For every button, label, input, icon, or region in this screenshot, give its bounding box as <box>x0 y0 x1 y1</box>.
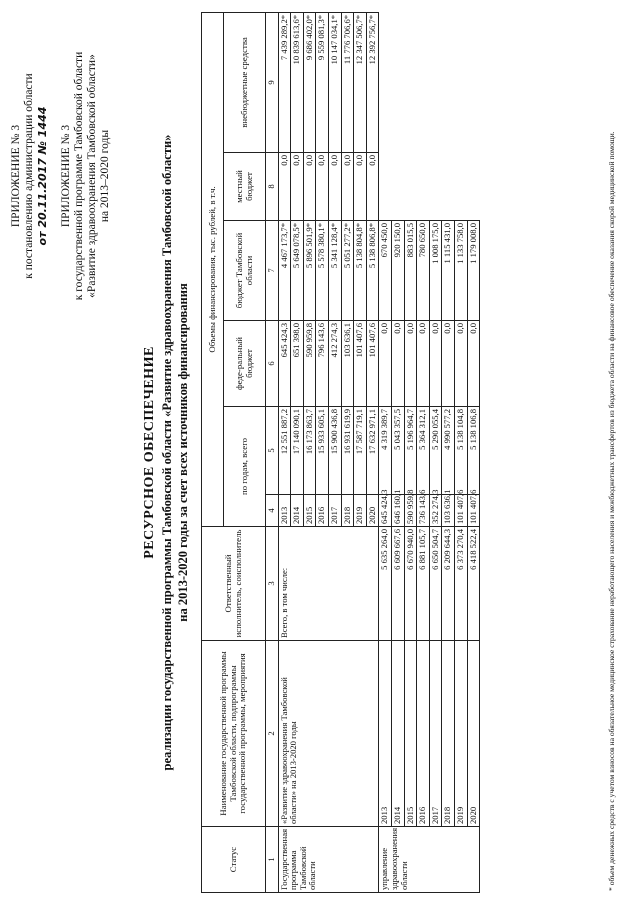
regional-cell: 5 364 312,1 <box>417 407 430 495</box>
header-regional: бюджет Тамбовской области <box>224 221 266 321</box>
federal-cell: 646 160,1 <box>391 495 404 527</box>
decree-header <box>10 11 49 341</box>
total-cell: 6 650 504,7 <box>429 527 442 641</box>
offbudget-cell: 670 450,0 <box>379 221 392 321</box>
executor-cell: управление здравоохранения области <box>379 827 480 893</box>
year-cell: 2019 <box>354 495 367 527</box>
group-total <box>278 12 379 892</box>
total-cell: 6 881 105,7 <box>417 527 430 641</box>
local-cell: 0,0 <box>404 321 417 407</box>
header-volumes: Объемы финансирования, тыс. рублей, в т.ч. <box>202 12 224 526</box>
local-cell: 0,0 <box>391 321 404 407</box>
federal-cell: 590 959,8 <box>303 321 316 407</box>
offbudget-cell: 7 439 289,2* <box>278 12 291 152</box>
total-cell: 5 635 264,0 <box>379 527 392 641</box>
footnote: * объем денежных средств с учетом взносов на обязательное медицинское страхование неработающего населения и межбюджетных трансфертов из бюджета области на финансовое обеспечение оказания скорой медицинской помощи. <box>607 131 616 891</box>
local-cell: 0,0 <box>354 153 367 221</box>
table-row <box>442 12 455 892</box>
year-cell: 2014 <box>391 641 404 827</box>
handwritten-date: от 20.11.2017 № 1444 <box>36 106 49 246</box>
regional-cell: 5 043 357,5 <box>391 407 404 495</box>
offbudget-cell: 12 347 506,7* <box>354 12 367 152</box>
header-executor: Ответственный исполнитель, соисполнитель <box>202 527 266 641</box>
document-subtitle-1: реализации государственной программы Тамбовской области «Развитие здравоохранения Тамбовской области» <box>160 134 174 771</box>
appendix-title-2: ПРИЛОЖЕНИЕ № 3 <box>60 124 72 228</box>
table-row <box>417 12 430 892</box>
total-cell: 6 373 270,4 <box>454 527 467 641</box>
header-name: Наименование государственной программы Тамбовской области, подпрограммы государственной программы, мероприятия <box>202 641 266 827</box>
document-subtitle-2: на 2013-2020 годы за счет всех источников финансирования <box>176 283 190 622</box>
regional-cell: 5 896 501,9* <box>303 221 316 321</box>
federal-cell: 103 636,1 <box>341 321 354 407</box>
year-cell: 2015 <box>404 641 417 827</box>
local-cell: 0,0 <box>328 153 341 221</box>
total-cell: 12 551 887,2 <box>278 407 291 495</box>
table-row <box>429 12 442 892</box>
year-cell: 2013 <box>278 495 291 527</box>
col-number: 6 <box>266 321 279 407</box>
local-cell: 0,0 <box>303 153 316 221</box>
regional-cell: 5 138 104,8 <box>454 407 467 495</box>
total-cell: 6 609 667,6 <box>391 527 404 641</box>
col-number: 3 <box>266 527 279 641</box>
year-cell: 2020 <box>366 495 379 527</box>
header-by-years: по годам, всего <box>224 407 266 527</box>
document-title: РЕСУРСНОЕ ОБЕСПЕЧЕНИЕ <box>142 346 157 559</box>
appendix-title: ПРИЛОЖЕНИЕ № 3 <box>10 124 22 228</box>
offbudget-cell: 9 686 402,0* <box>303 12 316 152</box>
offbudget-cell: 1 008 175,0 <box>429 221 442 321</box>
col-number: 2 <box>266 641 279 827</box>
federal-cell: 103 636,1 <box>442 495 455 527</box>
col-number: 4 <box>266 495 279 527</box>
year-cell: 2017 <box>429 641 442 827</box>
offbudget-cell: 1 179 008,0 <box>467 221 480 321</box>
offbudget-cell: 12 392 756,7* <box>366 12 379 152</box>
offbudget-cell: 10 147 034,1* <box>328 12 341 152</box>
program-name-cell: «Развитие здравоохранения Тамбовской области» на 2013-2020 годы <box>278 641 379 827</box>
local-cell: 0,0 <box>429 321 442 407</box>
federal-cell: 651 398,0 <box>291 321 304 407</box>
regional-cell: 4 990 577,2 <box>442 407 455 495</box>
offbudget-cell: 9 559 081,3* <box>316 12 329 152</box>
local-cell: 0,0 <box>379 321 392 407</box>
col-number: 1 <box>266 827 279 893</box>
local-cell: 0,0 <box>366 153 379 221</box>
col-number: 9 <box>266 12 279 152</box>
col-number: 7 <box>266 221 279 321</box>
total-cell: 17 140 090,1 <box>291 407 304 495</box>
regional-cell: 5 196 964,7 <box>404 407 417 495</box>
header-status: Статус <box>202 827 266 893</box>
offbudget-cell: 1 133 758,0 <box>454 221 467 321</box>
program-line-1: к государственной программе Тамбовской области <box>73 51 85 301</box>
year-cell: 2017 <box>328 495 341 527</box>
regional-cell: 5 341 128,4* <box>328 221 341 321</box>
total-cell: 15 900 436,8 <box>328 407 341 495</box>
federal-cell: 101 407,6 <box>467 495 480 527</box>
header-row-1 <box>202 12 224 892</box>
year-cell: 2016 <box>316 495 329 527</box>
year-cell: 2018 <box>442 641 455 827</box>
regional-cell: 4 319 389,7 <box>379 407 392 495</box>
regional-cell: 5 051 277,2* <box>341 221 354 321</box>
federal-cell: 645 424,3 <box>379 495 392 527</box>
local-cell: 0,0 <box>454 321 467 407</box>
local-cell: 0,0 <box>341 153 354 221</box>
federal-cell: 796 143,6 <box>316 321 329 407</box>
year-cell: 2015 <box>303 495 316 527</box>
table-row <box>404 12 417 892</box>
program-line-2: «Развитие здравоохранения Тамбовской области» <box>86 54 98 298</box>
status-cell: Государственная программа Тамбовской области <box>278 827 379 893</box>
year-cell: 2016 <box>417 641 430 827</box>
year-cell: 2014 <box>291 495 304 527</box>
federal-cell: 101 407,6 <box>366 321 379 407</box>
offbudget-cell: 10 839 613,6* <box>291 12 304 152</box>
header-federal: феде-ральный бюджет <box>224 321 266 407</box>
local-cell: 0,0 <box>316 153 329 221</box>
total-cell: 6 670 940,0 <box>404 527 417 641</box>
federal-cell: 101 407,6 <box>454 495 467 527</box>
program-header <box>60 11 112 341</box>
offbudget-cell: 883 015,5 <box>404 221 417 321</box>
local-cell: 0,0 <box>467 321 480 407</box>
year-cell: 2020 <box>467 641 480 827</box>
federal-cell: 736 143,6 <box>417 495 430 527</box>
group-executor <box>379 12 480 892</box>
executor-cell: Всего, в том числе: <box>278 527 379 641</box>
total-cell: 16 931 619,9 <box>341 407 354 495</box>
offbudget-cell: 920 150,0 <box>391 221 404 321</box>
rotated-content <box>4 4 636 901</box>
total-cell: 15 933 605,1 <box>316 407 329 495</box>
federal-cell: 645 424,3 <box>278 321 291 407</box>
table-row <box>467 12 480 892</box>
col-number: 5 <box>266 407 279 495</box>
column-number-row <box>266 12 279 892</box>
total-cell: 16 173 863,7 <box>303 407 316 495</box>
year-cell: 2018 <box>341 495 354 527</box>
offbudget-cell: 780 650,0 <box>417 221 430 321</box>
federal-cell: 352 274,3 <box>429 495 442 527</box>
table-row <box>379 12 392 892</box>
program-line-3: на 2013–2020 годы <box>99 129 111 223</box>
regional-cell: 5 138 106,8 <box>467 407 480 495</box>
regional-cell: 5 649 078,5* <box>291 221 304 321</box>
table-row <box>454 12 467 892</box>
local-cell: 0,0 <box>417 321 430 407</box>
col-number: 8 <box>266 153 279 221</box>
total-cell: 17 632 971,1 <box>366 407 379 495</box>
regional-cell: 5 578 380,1* <box>316 221 329 321</box>
year-cell: 2013 <box>379 641 392 827</box>
total-cell: 6 209 644,3 <box>442 527 455 641</box>
local-cell: 0,0 <box>278 153 291 221</box>
local-cell: 0,0 <box>442 321 455 407</box>
offbudget-cell: 1 115 431,0 <box>442 221 455 321</box>
funding-table <box>201 12 480 893</box>
header-offbudget: внебюджетные средства <box>224 12 266 152</box>
federal-cell: 412 274,3 <box>328 321 341 407</box>
decree-line: к постановлению администрации области <box>23 73 35 279</box>
table-row <box>278 12 291 892</box>
offbudget-cell: 11 776 706,6* <box>341 12 354 152</box>
total-cell: 17 587 719,1 <box>354 407 367 495</box>
federal-cell: 101 407,6 <box>354 321 367 407</box>
local-cell: 0,0 <box>291 153 304 221</box>
table-row <box>391 12 404 892</box>
regional-cell: 4 467 173,7* <box>278 221 291 321</box>
regional-cell: 5 138 806,8* <box>366 221 379 321</box>
year-cell: 2019 <box>454 641 467 827</box>
regional-cell: 5 290 055,4 <box>429 407 442 495</box>
total-cell: 6 418 522,4 <box>467 527 480 641</box>
federal-cell: 590 959,8 <box>404 495 417 527</box>
header-local: местный бюджет <box>224 153 266 221</box>
regional-cell: 5 138 804,8* <box>354 221 367 321</box>
